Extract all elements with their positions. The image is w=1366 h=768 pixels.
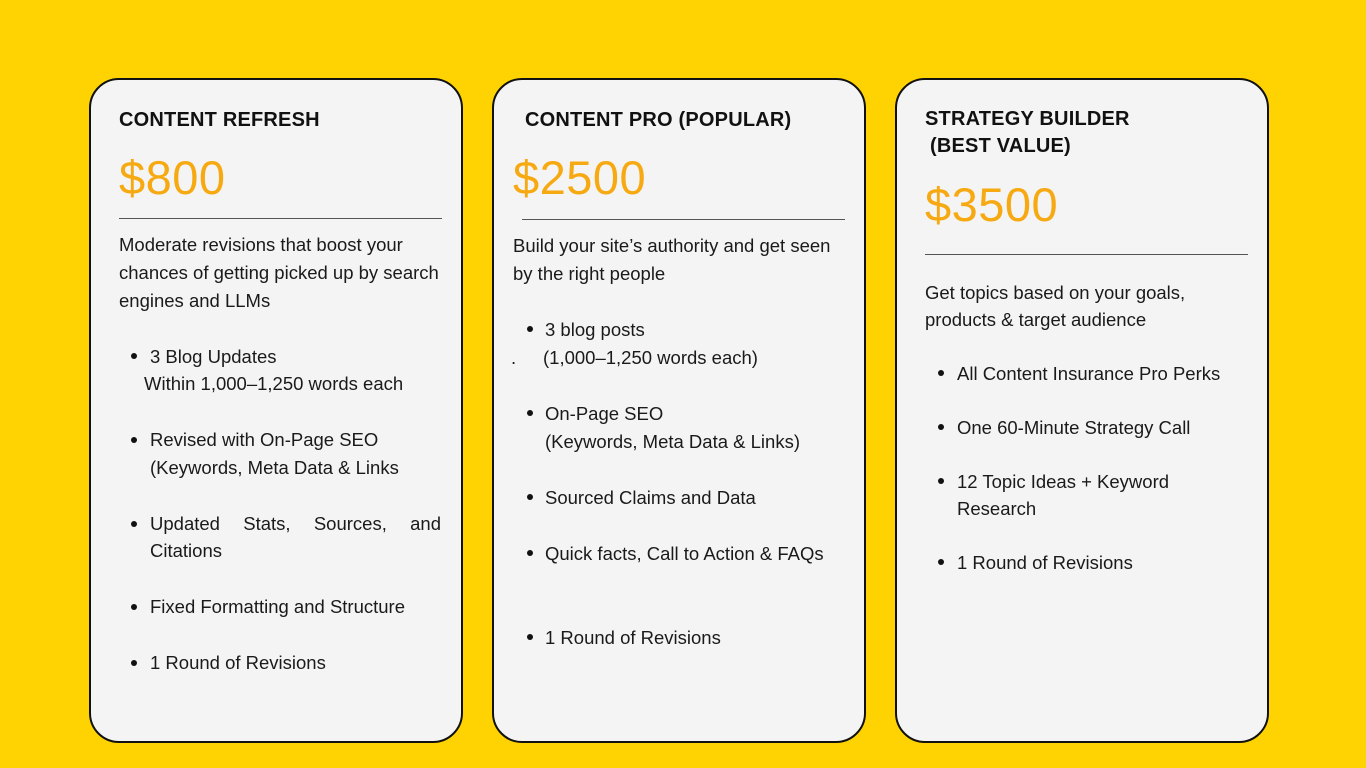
list-item-marker: .	[511, 347, 517, 368]
pricing-card-content-refresh	[89, 78, 463, 743]
list-item-text: Fixed Formatting and Structure	[150, 596, 405, 617]
list-item-subtext: (Keywords, Meta Data & Links	[150, 457, 399, 478]
bullet-icon	[527, 326, 533, 332]
plan-price: $800	[119, 151, 226, 204]
list-item-text: 1 Round of Revisions	[545, 627, 721, 648]
list-item-text: Revised with On-Page SEO	[150, 429, 379, 450]
plan-title-badge: (BEST VALUE)	[930, 135, 1071, 157]
bullet-icon	[131, 660, 137, 666]
bullet-icon	[527, 410, 533, 416]
list-item-subtext: (1,000–1,250 words each)	[543, 347, 758, 368]
list-item-text: Updated Stats, Sources, and Citations	[150, 513, 441, 561]
plan-description: Get topics based on your goals, products & target audience	[925, 282, 1186, 330]
divider	[925, 254, 1248, 255]
plan-price: $3500	[925, 178, 1059, 231]
list-item-text: 3 Blog Updates	[150, 346, 277, 367]
plan-title: CONTENT PRO (POPULAR)	[525, 109, 792, 131]
list-item-subtext: Within 1,000–1,250 words each	[144, 373, 404, 394]
list-item-text: One 60-Minute Strategy Call	[957, 417, 1191, 438]
bullet-icon	[131, 521, 137, 527]
bullet-icon	[527, 494, 533, 500]
divider	[522, 219, 845, 220]
list-item-text: 1 Round of Revisions	[957, 552, 1133, 573]
list-item-subtext: (Keywords, Meta Data & Links)	[545, 431, 800, 452]
list-item-text: 12 Topic Ideas + Keyword Research	[957, 471, 1170, 519]
plan-description: Moderate revisions that boost your chances of getting picked up by search engines and LLMs	[119, 234, 439, 311]
list-item-text: On-Page SEO	[545, 403, 664, 424]
list-item-text: All Content Insurance Pro Perks	[957, 363, 1221, 384]
bullet-icon	[131, 353, 137, 359]
bullet-icon	[938, 559, 944, 565]
bullet-icon	[938, 370, 944, 376]
plan-description: Build your site’s authority and get seen by the right people	[513, 235, 831, 284]
pricing-card-strategy-builder	[895, 78, 1269, 743]
list-item-text: 1 Round of Revisions	[150, 652, 326, 673]
bullet-icon	[938, 424, 944, 430]
list-item-text: Quick facts, Call to Action & FAQs	[545, 543, 824, 564]
plan-price: $2500	[513, 151, 647, 204]
bullet-icon	[938, 478, 944, 484]
plan-title: STRATEGY BUILDER	[925, 108, 1130, 130]
bullet-icon	[131, 437, 137, 443]
pricing-card-content-pro	[492, 78, 866, 743]
bullet-icon	[527, 550, 533, 556]
divider	[119, 218, 442, 219]
bullet-icon	[131, 604, 137, 610]
list-item-text: Sourced Claims and Data	[545, 487, 756, 508]
plan-title: CONTENT REFRESH	[119, 109, 320, 131]
bullet-icon	[527, 634, 533, 640]
list-item-text: 3 blog posts	[545, 319, 645, 340]
